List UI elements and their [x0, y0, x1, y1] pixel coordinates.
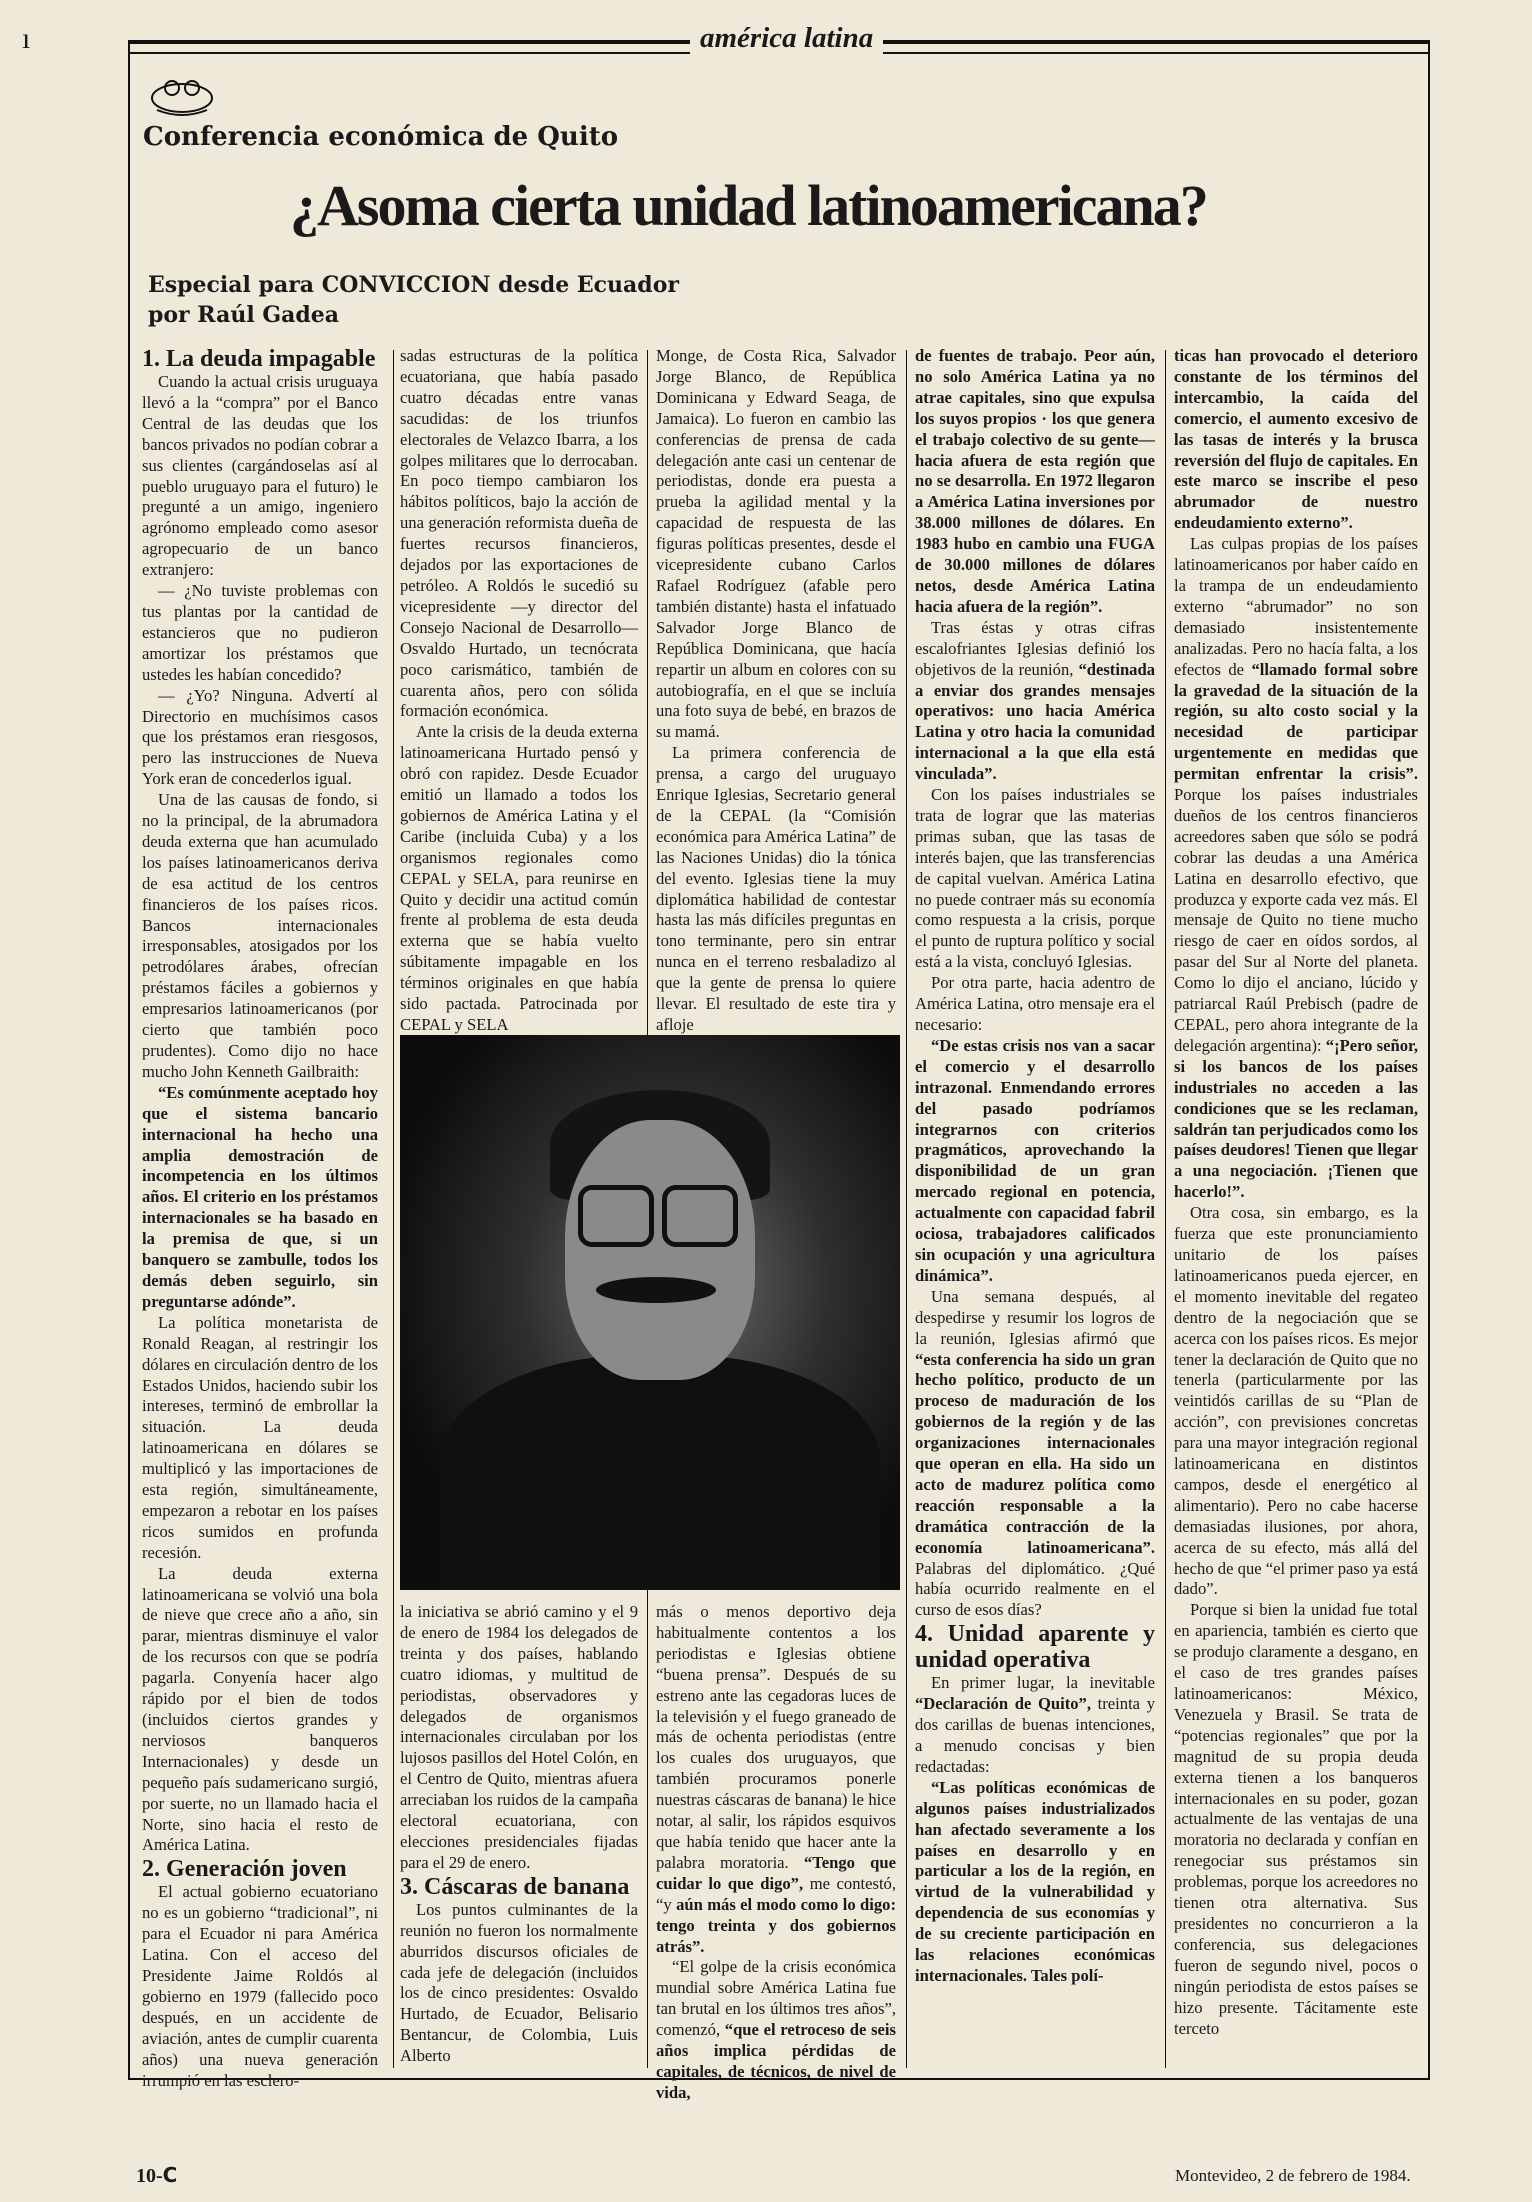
paragraph: Monge, de Costa Rica, Salvador Jorge Blanco, de República Dominicana y Edward Seaga, de Jamaica). Lo fueron en cambio las conferencias de prensa de cada delegación ante casi un centenar de periodistas, donde era puesta a prueba la agilidad mental y la capacidad de respuesta de las figuras políticas presentes, desde el vicepresidente cubano Carlos Rafael Rodríguez (afable pero también distante) hasta el infatuado Salvador Jorge Blanco de República Dominicana, que hacía repartir un album en colores con su autobiografía, en el que se incluía una foto suya de bebé, en brazos de su mamá.	[656, 346, 896, 742]
paragraph	[915, 1287, 1155, 1622]
quote-paragraph: “De estas crisis nos van a sacar el comercio y el desarrollo intrazonal. Enmendando errores del pasado podríamos integrarnos con criterios pragmáticos, aprovechando la disponibilidad de un gran mercado regional en potencia, actualmente con capacidad fabril ociosa, trabajadores calificados sin ocupación y una agricultura dinámica”.	[915, 1035, 1155, 1285]
subhead-4: 4. Unidad aparente y unidad operativa	[915, 1621, 1155, 1674]
column-rule-1	[393, 350, 394, 2068]
byline-line-2: por Raúl Gadea	[148, 302, 340, 328]
paragraph: Con los países industriales se trata de lograr que las materias primas suban, que las tasas de interés bajen, que las transferencias de capital vuelvan. América Latina no puede contraer más su economía como respuesta a la crisis, porque el punto de ruptura político y social está a la vista, concluyó Iglesias.	[915, 785, 1155, 972]
subhead-2: 2. Generación joven	[142, 1856, 347, 1883]
paragraph: La política monetarista de Ronald Reagan, al restringir los dólares en circulación dentro de los Estados Unidos, haciendo subir los intereses, terminó de embrollar la situación. La deuda latinoamericana en dólares se multiplicó y las importaciones de esta región, simultáneamente, empezaron a rebotar en los países ricos sumidos en profunda recesión.	[142, 1312, 378, 1562]
quote-run: “Tengo que cuidar lo que digo”,	[656, 1852, 896, 1893]
column-2-bottom	[400, 1602, 638, 2067]
text-run: En primer lugar, la inevitable	[931, 1673, 1155, 1693]
quote-paragraph: “Es comúnmente aceptado hoy que el sistema bancario internacional ha hecho una amplia demostración de incompetencia en los últimos años. El criterio en los préstamos internacionales se ha basado en la premisa de que, si un banquero se zambulle, todos los demás deben seguirlo, sin preguntarse adónde”.	[142, 1082, 378, 1311]
column-rule-3	[906, 350, 907, 2068]
column-5	[1174, 346, 1418, 2039]
text-run: me contestó, “y	[656, 1873, 896, 1914]
paragraph: Otra cosa, sin embargo, es la fuerza que este pronunciamiento unitario de los países latinoamericanos pueda ejercer, en el momento inevitable del regateo dentro de la negociación que se acerca con los países ricos. Es mejor tener la declaración de Quito que no tenerla (particularmente por las veintidós carillas de su “Plan de acción”, con previsiones concretas para una mayor integración regional latinoamericana en distintos campos, desde el energético al alimentario). Pero no cabe hacerse demasiadas ilusiones, por ahora, acerca de su efecto, más allá del hecho de que “el primer paso ya está dado”.	[1174, 1203, 1418, 1599]
quote-run: “destinada a enviar dos grandes mensajes operativos: uno hacia América Latina y otro hacia la comunidad internacional a la que ella está vinculada”.	[915, 659, 1155, 784]
quote-run: “¡Pero señor, si los bancos de los países industriales no acceden a las condiciones que se les reclaman, saldrán tan perjudicados como los países deudores! Tienen que llegar a una negociación. ¡Tienen que hacerlo!”.	[1174, 1035, 1418, 1202]
paragraph: — ¿Yo? Ninguna. Advertí al Directorio en muchísimos casos que los préstamos eran riesgosos, pero las instrucciones de Nueva York eran de concederlos igual.	[142, 685, 378, 789]
paragraph: La primera conferencia de prensa, a cargo del uruguayo Enrique Iglesias, Secretario general de la CEPAL (la “Comisión económica para América Latina” de las Naciones Unidas) dio la tónica del evento. Iglesias tiene la muy diplomática habilidad de contestar hasta las más difíciles preguntas en tono terminante, pero sin entrar nunca en el terreno resbaladizo al que la gente de prensa lo quiere llevar. El resultado de este tira y afloje	[656, 743, 896, 1034]
quote-run: “esta conferencia ha sido un gran hecho político, producto de un proceso de maduración de los gobiernos de la región y de las organizaciones internacionales que operan en ella. Ha sido un acto de madurez política como reacción responsable a la dramática contracción de la economía latinoamericana”.	[915, 1349, 1155, 1557]
text-run: “El golpe de la crisis económica mundial sobre América Latina fue tan brutal en los últimos tres años”, comenzó,	[656, 1957, 896, 2040]
quote-run: “Declaración de Quito”,	[915, 1694, 1091, 1714]
paragraph: Porque si bien la unidad fue total en apariencia, también es cierto que se produjo claramente a desgano, en el caso de tres grandes países latinoamericanos: México, Venezuela y Brasil. Se trata de “potencias regionales” que por la magnitud de su propia deuda externa tienen a los banqueros internacionales en su poder, gozan actualmente de las ventajas de una moratoria no declarada y confían en renegociar sus préstamos sin problemas, porque los acreedores no tienen otra alternativa. Sus presidentes no concurrieron a la conferencia, sus delegaciones fueron de segundo nivel, pocos o ningún periodista de estos países se hizo presente. Tácitamente este terceto	[1174, 1600, 1418, 2038]
text-run: Palabras del diplomático. ¿Qué había ocurrido realmente en el curso de esos días?	[915, 1558, 1155, 1620]
paragraph	[915, 618, 1155, 785]
headline: ¿Asoma cierta unidad latinoamericana?	[290, 173, 1207, 238]
quote-run: “que el retroceso de seis años implica pérdidas de capitales, de técnicos, de nivel de vida,	[656, 2020, 896, 2102]
subhead-3: 3. Cáscaras de banana	[400, 1873, 630, 1900]
paragraph	[656, 1957, 896, 2103]
paragraph: la iniciativa se abrió camino y el 9 de enero de 1984 los delegados de treinta y dos países, hablando cuatro idiomas, y multitud de periodistas, observadores y delegados de organismos internacionales circulaban por los lujosos pasillos del Hotel Colón, en el Centro de Quito, mientras afuera arreciaban los ruidos de la campaña electoral ecuatoriana, con elecciones presidenciales fijadas para el 29 de enero.	[400, 1602, 638, 1872]
section-tag: américa latina	[690, 22, 883, 55]
paragraph: sadas estructuras de la política ecuatoriana, que había pasado cuatro décadas entre vanas sacudidas: de los triunfos electorales de Velazco Ibarra, a los golpes militares que lo derrocaban. En poco tiempo cambiaron los hábitos políticos, bajo la acción de una generación reformista dueña de fuertes recursos financieros, dejados por las exportaciones de petróleo. A Roldós le sucedió su vicepresidente —y director del Consejo Nacional de Desarrollo— Osvaldo Hurtado, un tecnócrata poco carismático, también de cuarenta años, pero con sólida formación económica.	[400, 346, 638, 721]
byline-line-1: Especial para CONVICCION desde Ecuador	[148, 272, 679, 298]
quote-paragraph: ticas han provocado el deterioro constante de los términos del intercambio, la caída del comercio, el aumento excesivo de las tasas de interés y la brusca reversión del flujo de capitales. En este marco se inscribe el peso abrumador de nuestro endeudamiento externo”.	[1174, 346, 1418, 533]
photo-coat	[440, 1355, 880, 1590]
column-3-top	[656, 346, 896, 1036]
dateline: Montevideo, 2 de febrero de 1984.	[1175, 2166, 1411, 2185]
text-run: treinta y dos carillas de buenas intenciones, a menudo concisas y bien redactadas:	[915, 1694, 1155, 1776]
paragraph: La deuda externa latinoamericana se volvió una bola de nieve que crece año a año, sin parar, mientras disminuye el valor de los recursos con que se podría pagarla. Conyenía hacer algo rápido por el bien de todos (incluidos ciertos grandes y nerviosos banqueros Internacionales) y desde un pequeño país sudamericano surgió, por suerte, no un llamado hacia el Norte, sino hacia el resto de América Latina.	[142, 1563, 378, 1855]
photo-glasses-right	[662, 1185, 738, 1247]
paragraph: Los puntos culminantes de la reunión no fueron los normalmente aburridos discursos oficiales de cada jefe de delegación (incluidos los de cinco presidentes: Osvaldo Hurtado, de Ecuador, Belisario Bentancur, de Colombia, Luis Alberto	[400, 1899, 638, 2066]
paragraph	[1174, 534, 1418, 1203]
paragraph: Ante la crisis de la deuda externa latinoamericana Hurtado pensó y obró con rapidez. Desde Ecuador emitió un llamado a todos los gobiernos de América Latina y el Caribe (incluida Cuba) y a los organismos regionales como CEPAL y SELA, para reunirse en Quito y decidir una actitud común frente al problema de esta deuda externa que se había vuelto súbitamente impagable en los términos originales en que había sido pactada. Patrocinada por CEPAL y SELA	[400, 722, 638, 1034]
column-3-bottom	[656, 1602, 896, 2104]
text-run: Una semana después, al despedirse y resumir los logros de la reunión, Iglesias afirmó que	[915, 1286, 1155, 1348]
photo-glasses-left	[578, 1185, 654, 1247]
photo-face	[565, 1120, 755, 1380]
quote-paragraph: “Las políticas económicas de algunos países industrializados han afectado severamente a los países en desarrollo y en particular a los de la región, en virtud de la vulnerabilidad y dependencia de sus economías y de su creciente participación en las relaciones económicas internacionales. Tales polí-	[915, 1777, 1155, 1985]
paragraph: Una de las causas de fondo, si no la principal, de la abrumadora deuda externa que han acumulado los países latinoamericanos deriva de esa actitud de los centros financieros de los países ricos. Bancos internacionales irresponsables, atosigados por los petrodólares árabes, ofrecían préstamos fáciles a gobiernos y empresarios latinoamericanos (por cierto que también poco prudentes). Como dijo no hace mucho John Kenneth Gailbraith:	[142, 790, 378, 1081]
page-number	[136, 2163, 177, 2188]
paragraph	[656, 1602, 896, 1957]
column-2-top	[400, 346, 638, 1036]
quote-paragraph: de fuentes de trabajo. Peor aún, no solo América Latina ya no atrae capitales, sino que expulsa los suyos propios · los que genera el trabajo colectivo de su gente— hacia afuera de esta región que no se desarrolla. En 1972 llegaron a América Latina inversiones por 38.000 millones de dólares. En 1983 hubo en cambio una FUGA de 30.000 millones de dólares netos, desde América Latina hacia afuera de la región”.	[915, 346, 1155, 616]
quote-run: aún más el modo como lo digo: tengo treinta y dos gobiernos atrás”.	[656, 1894, 896, 1956]
portrait-photo	[400, 1035, 900, 1590]
paragraph: Cuando la actual crisis uruguaya llevó a la “compra” por el Banco Central de las deudas que los bancos privados no podían cobrar a sus clientes (cargándoselas así al pueblo uruguayo para el futuro) le pregunté a un amigo, ingeniero agrónomo empleado como asesor agropecuario de un banco extranjero:	[142, 372, 378, 580]
column-rule-4	[1165, 350, 1166, 2068]
column-4	[915, 346, 1155, 1987]
photo-mustache	[596, 1277, 716, 1303]
kicker: Conferencia económica de Quito	[143, 122, 619, 152]
subhead-1: 1. La deuda impagable	[142, 346, 376, 372]
paragraph: El actual gobierno ecuatoriano no es un gobierno “tradicional”, ni para el Ecuador ni para América Latina. Con el acceso del Presidente Jaime Roldós al gobierno en 1979 (fallecido poco después, en un accidente de aviación, antes de cumplir cuarenta años) una nueva generación irrumpió en las esclero-	[142, 1882, 378, 2090]
left-frame-rule	[128, 40, 130, 2080]
section-logo-icon	[142, 70, 222, 120]
text-run: Porque los países industriales dueños de los centros financieros acreedores saben que sólo se podrá cobrar las deudas a una América Latina en desarrollo efectivo, que produzca y exporte cada vez más. El mensaje de Quito no tiene mucho riesgo de caer en oídos sordos, al pasar del Sur al Norte del planeta. Como lo dijo el anciano, lúcido y patriarcal Raúl Prebisch (padre de CEPAL, pero ahora integrante de la delegación argentina):	[1174, 785, 1418, 1055]
page-mark: ı	[22, 22, 31, 55]
text-run: Las culpas propias de los países latinoamericanos por haber caído en la trampa de un endeudamiento externo “abrumador” no son demasiado insistentemente analizadas. Pero no hacía falta, a los efectos de	[1174, 534, 1418, 679]
column-1	[142, 346, 378, 2091]
right-frame-rule	[1428, 40, 1430, 2080]
text-run: más o menos deportivo deja habitualmente contentos a los periodistas e Iglesias obtiene “buena prensa”. Después de su estreno ante las cegadoras luces de la televisión y el fuego graneado de más de ochenta periodistas (entre los cuales dos uruguayos, que también procuramos ponerle nuestras cáscaras de banana) le hice notar, al salir, los rápidos esquivos que había tenido que hacer ante la palabra moratoria.	[656, 1602, 896, 1872]
byline	[148, 270, 679, 330]
page-number-text: 10-	[136, 2165, 163, 2187]
text-run: Tras éstas y otras cifras escalofriantes Iglesias definió los objetivos de la reunión,	[915, 617, 1155, 679]
paragraph: — ¿No tuviste problemas con tus plantas por la cantidad de estancieros que no pudieron amortizar los préstamos que ustedes les habían concedido?	[142, 581, 378, 684]
paragraph: Por otra parte, hacia adentro de América Latina, otro mensaje era el necesario:	[915, 973, 1155, 1034]
paragraph	[915, 1673, 1155, 1778]
conviccion-logo: C	[162, 2163, 178, 2187]
quote-run: “llamado formal sobre la gravedad de la situación de la región, su alto costo social y la necesidad de participar urgentemente en medidas que permitan enfrentar la crisis”.	[1174, 659, 1419, 784]
